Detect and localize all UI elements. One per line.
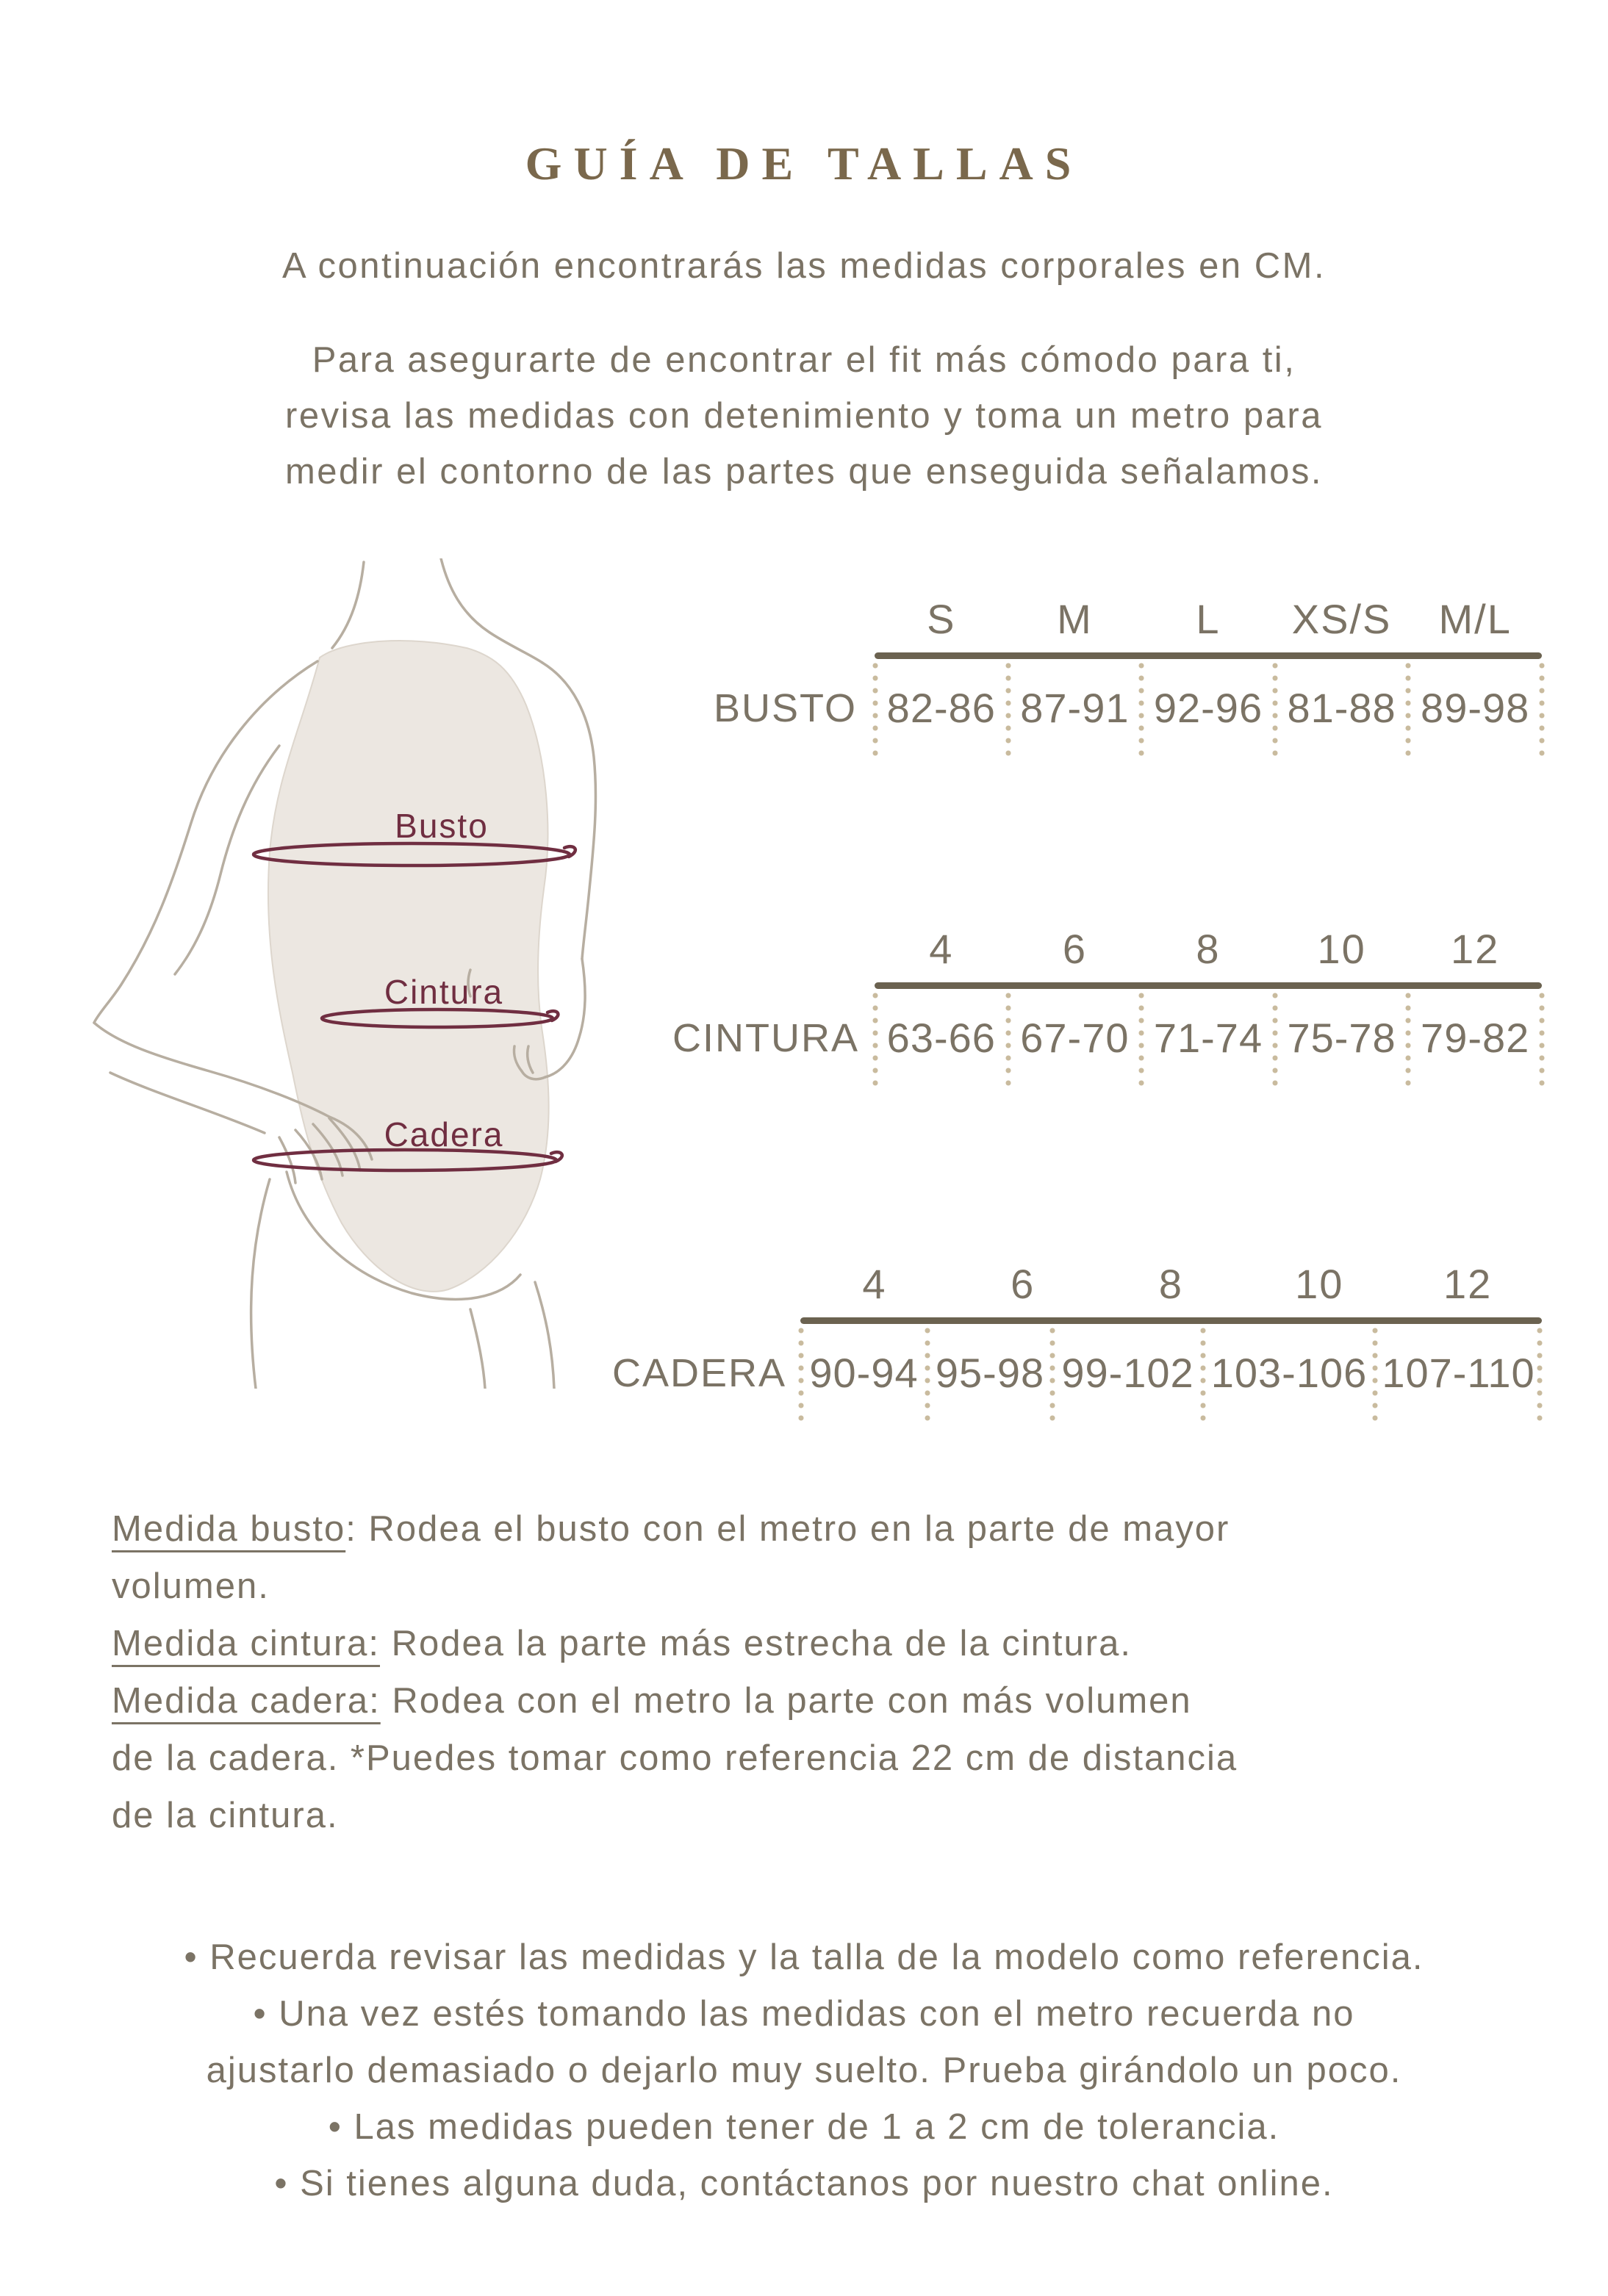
table-row-label: CINTURA [672,1016,859,1060]
size-header: L [1196,596,1221,642]
bodysuit-shape [268,641,549,1292]
size-header: 6 [1062,926,1087,972]
size-range-cell: 103-106 [1210,1350,1368,1396]
measure-bust-rest: : Rodea el busto con el metro en la parte de mayor [345,1509,1230,1549]
measure-hip-lead: Medida cadera: [112,1681,381,1721]
page-title: GUÍA DE TALLAS [525,137,1083,190]
dotted-divider [1405,660,1411,761]
dotted-divider [798,1325,804,1426]
measure-line: volumen. [112,1566,270,1606]
dotted-divider [1005,660,1011,761]
measure-line [112,1615,1238,1672]
size-table-cadera [587,1260,1542,1430]
size-header: 10 [1317,926,1366,972]
bust-label: Busto [395,807,489,845]
table-rule [800,1317,1542,1324]
size-range-cell: 71-74 [1153,1015,1263,1061]
intro-paragraph-2-line1: Para asegurarte de encontrar el fit más cómodo para ti, [312,340,1296,380]
dotted-divider [1537,1325,1543,1426]
size-header: 12 [1443,1261,1493,1307]
table-value-row [800,1325,1542,1422]
table-rule [875,652,1542,659]
dotted-divider [872,990,878,1091]
waist-label: Cintura [384,973,504,1011]
size-range-cell: 75-78 [1287,1015,1396,1061]
size-header: M/L [1438,596,1512,642]
reminder-item: • Recuerda revisar las medidas y la talla de la modelo como referencia. [184,1937,1424,1977]
dotted-divider [1049,1325,1055,1426]
size-header-row [875,925,1542,973]
measure-line: de la cadera. *Puedes tomar como referencia 22 cm de distancia [112,1738,1238,1778]
size-range-cell: 95-98 [935,1350,1045,1396]
size-header: 4 [862,1261,887,1307]
size-header-row [800,1260,1542,1308]
reminder-list [0,1929,1608,2212]
size-header: 10 [1295,1261,1344,1307]
size-range-cell: 87-91 [1020,685,1130,731]
size-header: 8 [1158,1261,1184,1307]
size-range-cell: 63-66 [886,1015,996,1061]
measure-line: de la cintura. [112,1796,339,1835]
intro-paragraph-2-line2: revisa las medidas con detenimiento y toma un metro para [285,396,1323,436]
size-header-row [875,595,1542,643]
measure-line [112,1500,1238,1558]
intro-paragraph-1: A continuación encontrarás las medidas corporales en CM. [281,246,1327,286]
dotted-divider [1272,990,1278,1091]
dotted-divider [1005,990,1011,1091]
intro-paragraph-2 [0,332,1608,500]
reminder-item: • Una vez estés tomando las medidas con el metro recuerda no [253,1994,1355,2034]
reminder-item: • Si tienes alguna duda, contáctanos por nuestro chat online. [274,2164,1334,2203]
size-header: 12 [1451,926,1500,972]
hip-label: Cadera [384,1115,504,1154]
size-range-cell: 81-88 [1287,685,1396,731]
size-range-cell: 82-86 [886,685,996,731]
table-value-row [875,660,1542,757]
table-row-label: CADERA [611,1351,786,1395]
reminder-item: • Las medidas pueden tener de 1 a 2 cm de tolerancia. [328,2107,1280,2147]
dotted-divider [1272,660,1278,761]
size-header: 8 [1196,926,1221,972]
measure-instructions [112,1500,1238,1844]
size-table-cintura [672,925,1542,1095]
size-table-busto [672,595,1542,766]
size-header: 4 [929,926,954,972]
size-header: 6 [1011,1261,1035,1307]
dotted-divider [1539,990,1545,1091]
dotted-divider [1539,660,1545,761]
measure-hip-rest: Rodea con el metro la parte con más volumen [380,1681,1192,1721]
intro-paragraph-2-line3: medir el contorno de las partes que enseguida señalamos. [284,452,1324,492]
size-range-cell: 107-110 [1382,1350,1535,1396]
measure-waist-rest: Rodea la parte más estrecha de la cintura. [380,1624,1132,1663]
size-header: S [927,596,956,642]
dotted-divider [1372,1325,1378,1426]
size-range-cell: 67-70 [1020,1015,1130,1061]
table-rule [875,982,1542,989]
size-header: XS/S [1291,596,1392,642]
dotted-divider [1405,990,1411,1091]
table-value-row [875,990,1542,1087]
size-range-cell: 99-102 [1061,1350,1194,1396]
size-range-cell: 89-98 [1421,685,1530,731]
dotted-divider [925,1325,930,1426]
size-range-cell: 79-82 [1421,1015,1530,1061]
size-range-cell: 90-94 [809,1350,919,1396]
measure-waist-lead: Medida cintura: [112,1624,381,1663]
size-header: M [1057,596,1093,642]
dotted-divider [1138,990,1144,1091]
dotted-divider [1138,660,1144,761]
table-row-label: BUSTO [713,686,857,730]
size-range-cell: 92-96 [1153,685,1263,731]
dotted-divider [1200,1325,1206,1426]
reminder-item-continuation: ajustarlo demasiado o dejarlo muy suelto. Prueba girándolo un poco. [206,2051,1402,2090]
measure-line [112,1672,1238,1730]
dotted-divider [872,660,878,761]
measure-bust-lead: Medida busto [112,1509,346,1549]
